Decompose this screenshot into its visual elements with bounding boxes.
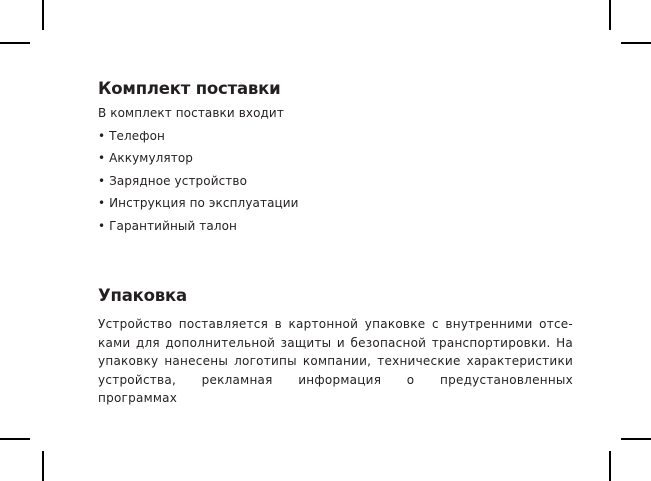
crop-mark-bottom-left-horizontal — [0, 438, 30, 440]
crop-mark-top-left-vertical — [42, 0, 44, 30]
crop-mark-bottom-right-horizontal — [621, 438, 651, 440]
crop-mark-bottom-left-vertical — [42, 451, 44, 481]
section-heading: Упаковка — [98, 286, 187, 305]
body-paragraph: Устройство поставляется в картонной упаковке с внутренними отсе-ками для дополнительной защиты и безопасной транспортировки. На упаковку нанесены логотипы компании, технические характеристики устройства, рекламная информация о предустановленных программах — [98, 317, 573, 405]
list-item: • Аккумулятор — [98, 147, 299, 170]
intro-text: В комплект поставки входит — [98, 106, 284, 120]
list-item: • Телефон — [98, 125, 299, 148]
crop-mark-top-right-horizontal — [621, 42, 651, 44]
contents-list — [98, 125, 299, 238]
section-heading: Комплект поставки — [98, 79, 281, 98]
list-item: • Инструкция по эксплуатации — [98, 192, 299, 215]
section-packaging — [98, 285, 573, 408]
crop-mark-top-right-vertical — [609, 0, 611, 30]
crop-mark-bottom-right-vertical — [609, 451, 611, 481]
list-item: • Зарядное устройство — [98, 170, 299, 193]
list-item: • Гарантийный талон — [98, 215, 299, 238]
section-package-contents — [98, 78, 299, 237]
crop-mark-top-left-horizontal — [0, 42, 30, 44]
